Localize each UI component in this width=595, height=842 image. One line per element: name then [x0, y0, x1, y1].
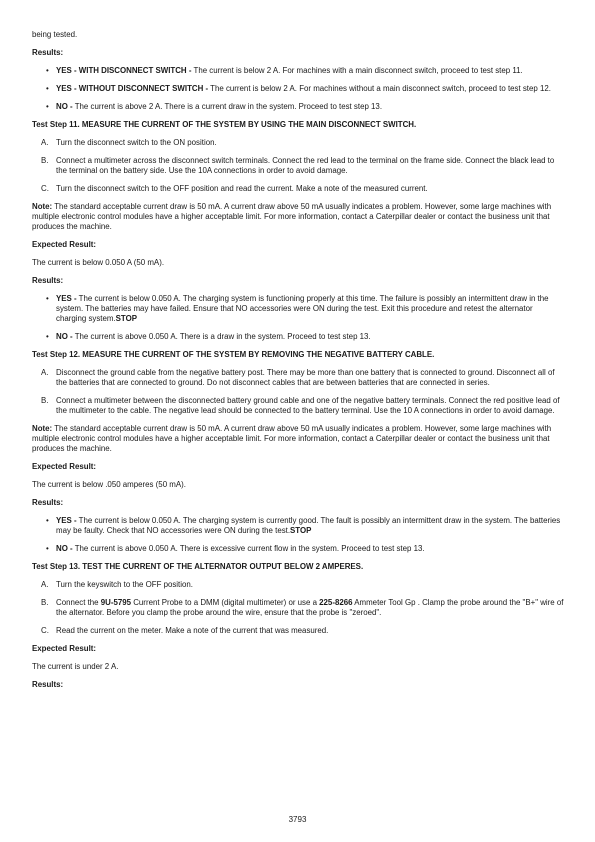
step-12-instructions [32, 368, 564, 416]
step-11-note: Note: The standard acceptable current draw is 50 mA. A current draw above 50 mA usually indicates a problem. However, some large machines with multiple electronic control modules have a higher acceptable limit. For more information, contact a Caterpillar dealer or contact the business unit that produces the machine. [32, 202, 552, 231]
results-heading: Results: [32, 48, 64, 57]
instruction-item: C. Read the current on the meter. Make a note of the current that was measured. [41, 626, 329, 635]
page-number: 3793 [288, 815, 307, 824]
step-12-note: Note: The standard acceptable current draw is 50 mA. A current draw above 50 mA usually indicates a problem. However, some large machines with multiple electronic control modules have a higher acceptable limit. For more information, contact a Caterpillar dealer or contact the business unit that produces the machine. [32, 424, 552, 453]
result-item: • NO - The current is above 0.050 A. There is excessive current flow in the system. Proceed to test step 13. [46, 544, 425, 553]
step-13-heading: Test Step 13. TEST THE CURRENT OF THE ALTERNATOR OUTPUT BELOW 2 AMPERES. [32, 562, 364, 571]
instruction-item: B. Connect a multimeter across the disconnect switch terminals. Connect the red lead to the terminal on the frame side. Connect the black lead to the terminal on the battery side. Use the 10A connections in order to avoid damage. [41, 156, 555, 175]
step-12-heading: Test Step 12. MEASURE THE CURRENT OF THE SYSTEM BY REMOVING THE NEGATIVE BATTERY CABLE. [32, 350, 435, 359]
instruction-item: B. Connect the 9U-5795 Current Probe to a DMM (digital multimeter) or use a 225-8266 Ammeter Tool Gp . Clamp the probe around the "B+" wire of the alternator. Before you clamp the probe around the wire, ensure that the probe is "zeroed". [41, 598, 564, 617]
result-item: • YES - The current is below 0.050 A. The charging system is currently good. The fault is possibly an intermittent draw in the system. The batteries may be faulty. Check that NO accessories were ON during the test.STOP [46, 516, 561, 535]
step-11-expected: The current is below 0.050 A (50 mA). [32, 258, 165, 267]
instruction-item: A. Turn the keyswitch to the OFF position. [41, 580, 193, 589]
bullet-icon: • [46, 84, 49, 93]
bullet-icon: • [46, 332, 49, 341]
instruction-item: A. Disconnect the ground cable from the negative battery post. There may be more than one battery that is connected to ground. Disconnect all of the batteries that are connected to ground. Do not disconnect cables that are between batteries that are connected in series. [41, 368, 555, 387]
bullet-icon: • [46, 544, 49, 553]
result-item: • NO - The current is above 0.050 A. There is a draw in the system. Proceed to test step 13. [46, 332, 371, 341]
instruction-item: C. Turn the disconnect switch to the OFF position and read the current. Make a note of the measured current. [41, 184, 428, 193]
part-number-link[interactable]: 225-8266 [319, 598, 353, 607]
step-11-instructions [32, 138, 564, 194]
step-13-expected: The current is under 2 A. [32, 662, 119, 671]
document-body [32, 30, 564, 698]
expected-result-heading: Expected Result: [32, 644, 97, 653]
part-number-link[interactable]: 9U-5795 [100, 598, 132, 607]
step-13-instructions [32, 580, 564, 636]
result-item: • YES - WITHOUT DISCONNECT SWITCH - The current is below 2 A. For machines without a main disconnect switch, proceed to test step 12. [46, 84, 551, 93]
result-item: • YES - The current is below 0.050 A. The charging system is functioning properly at this time. The failure is possibly an intermittent draw in the system. The batteries may have failed. Ensure that NO accessories were ON during the test. Exit this procedure and retest the alternator charging system.STOP [46, 294, 549, 323]
expected-result-heading: Expected Result: [32, 240, 97, 249]
instruction-item: B. Connect a multimeter between the disconnected battery ground cable and one of the negative battery terminals. Connect the red positive lead of the multimeter to the cable. The negative lead should be connected to the battery terminal. Use the 10 A connections in order to avoid damage. [41, 396, 560, 415]
results-heading: Results: [32, 276, 64, 285]
bullet-icon: • [46, 294, 49, 303]
bullet-icon: • [46, 66, 49, 75]
step-12-expected: The current is below .050 amperes (50 mA). [32, 480, 186, 489]
instruction-item: A. Turn the disconnect switch to the ON position. [41, 138, 217, 147]
results-list-step11 [32, 294, 564, 342]
bullet-icon: • [46, 516, 49, 525]
continuation-text: being tested. [32, 30, 78, 39]
expected-result-heading: Expected Result: [32, 462, 97, 471]
results-list-step10 [32, 66, 564, 112]
results-heading: Results: [32, 498, 64, 507]
result-item: • YES - WITH DISCONNECT SWITCH - The current is below 2 A. For machines with a main disconnect switch, proceed to test step 11. [46, 66, 523, 75]
results-list-step12 [32, 516, 564, 554]
results-heading: Results: [32, 680, 64, 689]
result-item: • NO - The current is above 2 A. There is a current draw in the system. Proceed to test step 13. [46, 102, 383, 111]
step-11-heading: Test Step 11. MEASURE THE CURRENT OF THE SYSTEM BY USING THE MAIN DISCONNECT SWITCH. [32, 120, 417, 129]
bullet-icon: • [46, 102, 49, 111]
